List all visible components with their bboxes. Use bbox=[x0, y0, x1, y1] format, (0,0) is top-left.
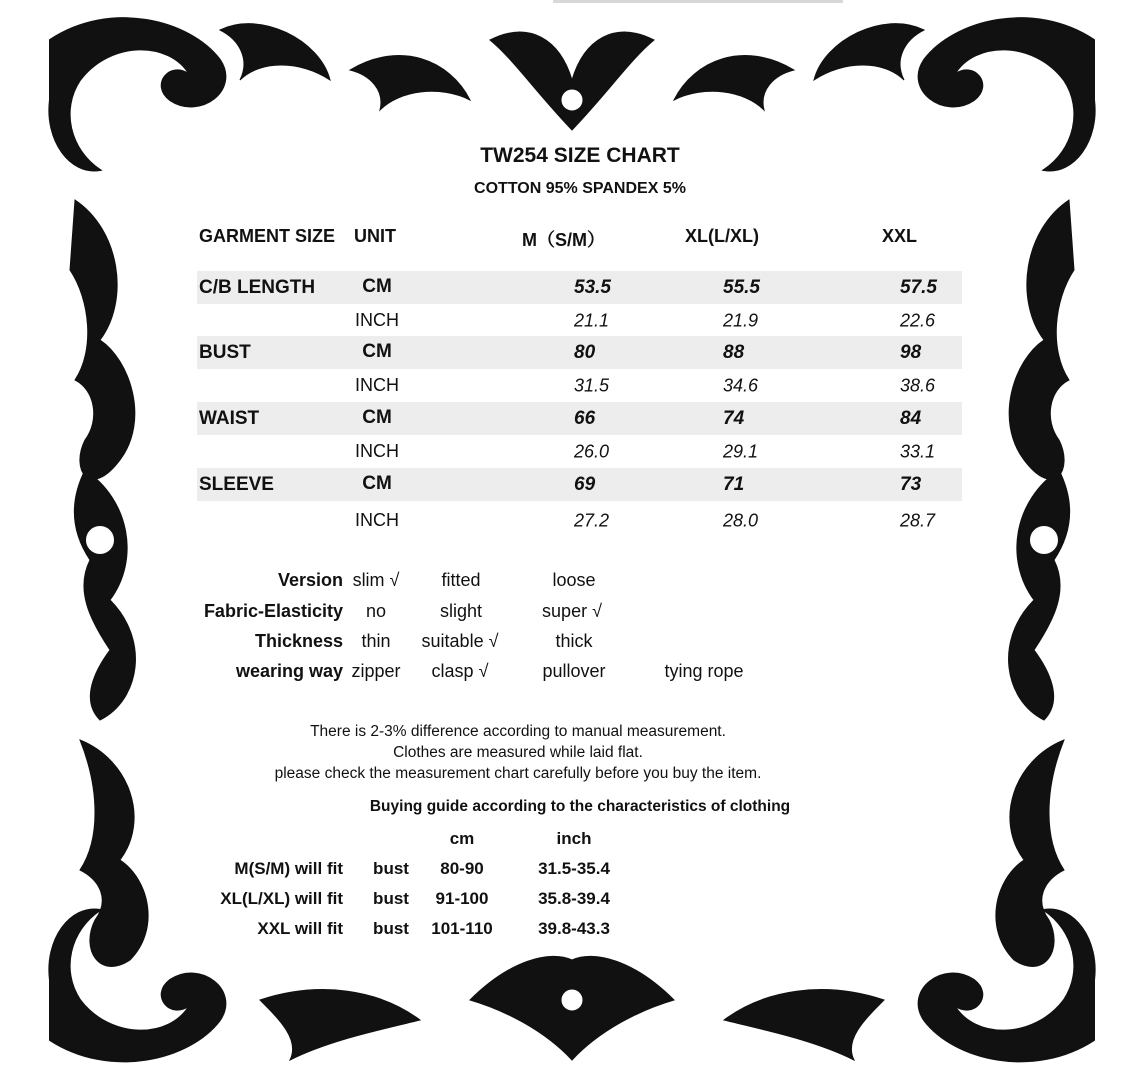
value-xl: 21.9 bbox=[723, 310, 759, 330]
attribute-label: wearing way bbox=[235, 661, 343, 681]
option-text: slim √ bbox=[352, 570, 400, 590]
value-m: 31.5 bbox=[574, 375, 610, 395]
value-xxl: 38.6 bbox=[900, 375, 936, 395]
option-text: loose bbox=[552, 570, 596, 590]
unit-value: CM bbox=[362, 473, 392, 495]
measure-name: SLEEVE bbox=[199, 473, 274, 495]
value-m: 21.1 bbox=[574, 310, 610, 330]
attribute-label: Thickness bbox=[254, 631, 343, 651]
guide-cm-text: 91-100 bbox=[435, 889, 489, 908]
value-xl: 88 bbox=[723, 341, 745, 363]
value-xl: 74 bbox=[723, 407, 745, 429]
unit-value: CM bbox=[362, 407, 392, 429]
unit-value: CM bbox=[362, 276, 392, 298]
guide-part-text: bust bbox=[373, 919, 409, 938]
attribute-label: Fabric-Elasticity bbox=[203, 601, 343, 621]
option-text: tying rope bbox=[664, 661, 744, 681]
buying-guide-header bbox=[0, 826, 1144, 854]
unit-value: INCH bbox=[355, 309, 399, 330]
guide-size-label: M(S/M) will fit bbox=[234, 859, 343, 878]
value-xxl: 57.5 bbox=[900, 276, 937, 298]
value-m: 80 bbox=[574, 341, 596, 363]
measure-name: BUST bbox=[199, 341, 251, 363]
guide-size-label: XXL will fit bbox=[257, 919, 343, 938]
table-row bbox=[197, 369, 962, 402]
table-row bbox=[197, 504, 962, 537]
value-xxl: 73 bbox=[900, 473, 922, 495]
size-table bbox=[197, 220, 962, 530]
attribute-row-wearing-way bbox=[0, 658, 1144, 686]
value-xl: 29.1 bbox=[723, 441, 759, 461]
option-text: slight bbox=[439, 601, 483, 621]
attribute-row-thickness bbox=[0, 628, 1144, 656]
buying-guide-row bbox=[0, 916, 1144, 944]
option-text: suitable √ bbox=[421, 631, 499, 651]
header-garment-size: GARMENT SIZE bbox=[199, 226, 336, 246]
value-xl: 71 bbox=[723, 473, 745, 495]
value-xl: 28.0 bbox=[723, 510, 759, 530]
measure-name: WAIST bbox=[199, 407, 260, 429]
guide-col-text: cm bbox=[449, 829, 475, 848]
unit-value: INCH bbox=[355, 440, 399, 461]
top-divider bbox=[553, 0, 843, 3]
option-text: clasp √ bbox=[431, 661, 489, 681]
value-xl: 55.5 bbox=[723, 276, 760, 298]
size-table-header bbox=[197, 220, 962, 256]
option-text: thin bbox=[361, 631, 391, 651]
size-chart-title: TW254 SIZE CHART bbox=[480, 144, 680, 167]
table-row bbox=[197, 402, 962, 435]
value-m: 66 bbox=[574, 407, 596, 429]
option-text: thick bbox=[555, 631, 593, 651]
option-text: zipper bbox=[351, 661, 401, 681]
guide-size-label: XL(L/XL) will fit bbox=[220, 889, 343, 908]
guide-part-text: bust bbox=[373, 889, 409, 908]
option-text: pullover bbox=[542, 661, 606, 681]
guide-inch-text: 39.8-43.3 bbox=[538, 919, 610, 938]
guide-cm-text: 80-90 bbox=[440, 859, 484, 878]
measurement-note: There is 2-3% difference according to manual measurement. bbox=[310, 723, 726, 740]
header-unit: UNIT bbox=[354, 226, 396, 246]
table-row bbox=[197, 435, 962, 468]
value-xxl: 22.6 bbox=[900, 310, 936, 330]
value-m: 26.0 bbox=[574, 441, 610, 461]
option-text: no bbox=[365, 601, 387, 621]
table-row bbox=[197, 468, 962, 501]
guide-inch-text: 31.5-35.4 bbox=[538, 859, 610, 878]
value-m: 27.2 bbox=[574, 510, 610, 530]
unit-value: INCH bbox=[355, 374, 399, 395]
value-xxl: 28.7 bbox=[900, 510, 936, 530]
measurement-note: Clothes are measured while laid flat. bbox=[393, 744, 643, 761]
header-size-xxl: XXL bbox=[882, 226, 918, 246]
guide-cm-text: 101-110 bbox=[431, 919, 493, 938]
header-size-xl: XL(L/XL) bbox=[685, 226, 759, 246]
value-m: 53.5 bbox=[574, 276, 611, 298]
attribute-label: Version bbox=[277, 570, 343, 590]
option-text: fitted bbox=[441, 570, 481, 590]
table-row bbox=[197, 336, 962, 369]
value-xxl: 84 bbox=[900, 407, 922, 429]
guide-part-text: bust bbox=[373, 859, 409, 878]
header-size-m: M（S/M） bbox=[522, 230, 605, 250]
value-xl: 34.6 bbox=[723, 375, 759, 395]
buying-guide-row bbox=[0, 856, 1144, 884]
table-row bbox=[197, 304, 962, 337]
value-m: 69 bbox=[574, 473, 596, 495]
value-xxl: 98 bbox=[900, 341, 922, 363]
unit-value: INCH bbox=[355, 509, 399, 530]
fabric-composition: COTTON 95% SPANDEX 5% bbox=[474, 180, 686, 197]
unit-value: CM bbox=[362, 341, 392, 363]
measure-name: C/B LENGTH bbox=[199, 276, 316, 298]
buying-guide-title: Buying guide according to the characteristics of clothing bbox=[369, 798, 791, 815]
guide-col-text: inch bbox=[556, 829, 592, 848]
value-xxl: 33.1 bbox=[900, 441, 936, 461]
measurement-note: please check the measurement chart carefully before you buy the item. bbox=[274, 765, 762, 782]
attribute-row-elasticity bbox=[0, 598, 1144, 626]
buying-guide-row bbox=[0, 886, 1144, 914]
guide-inch-text: 35.8-39.4 bbox=[538, 889, 610, 908]
table-row bbox=[197, 271, 962, 304]
option-text: super √ bbox=[542, 601, 602, 621]
attribute-row-version bbox=[0, 567, 1144, 595]
